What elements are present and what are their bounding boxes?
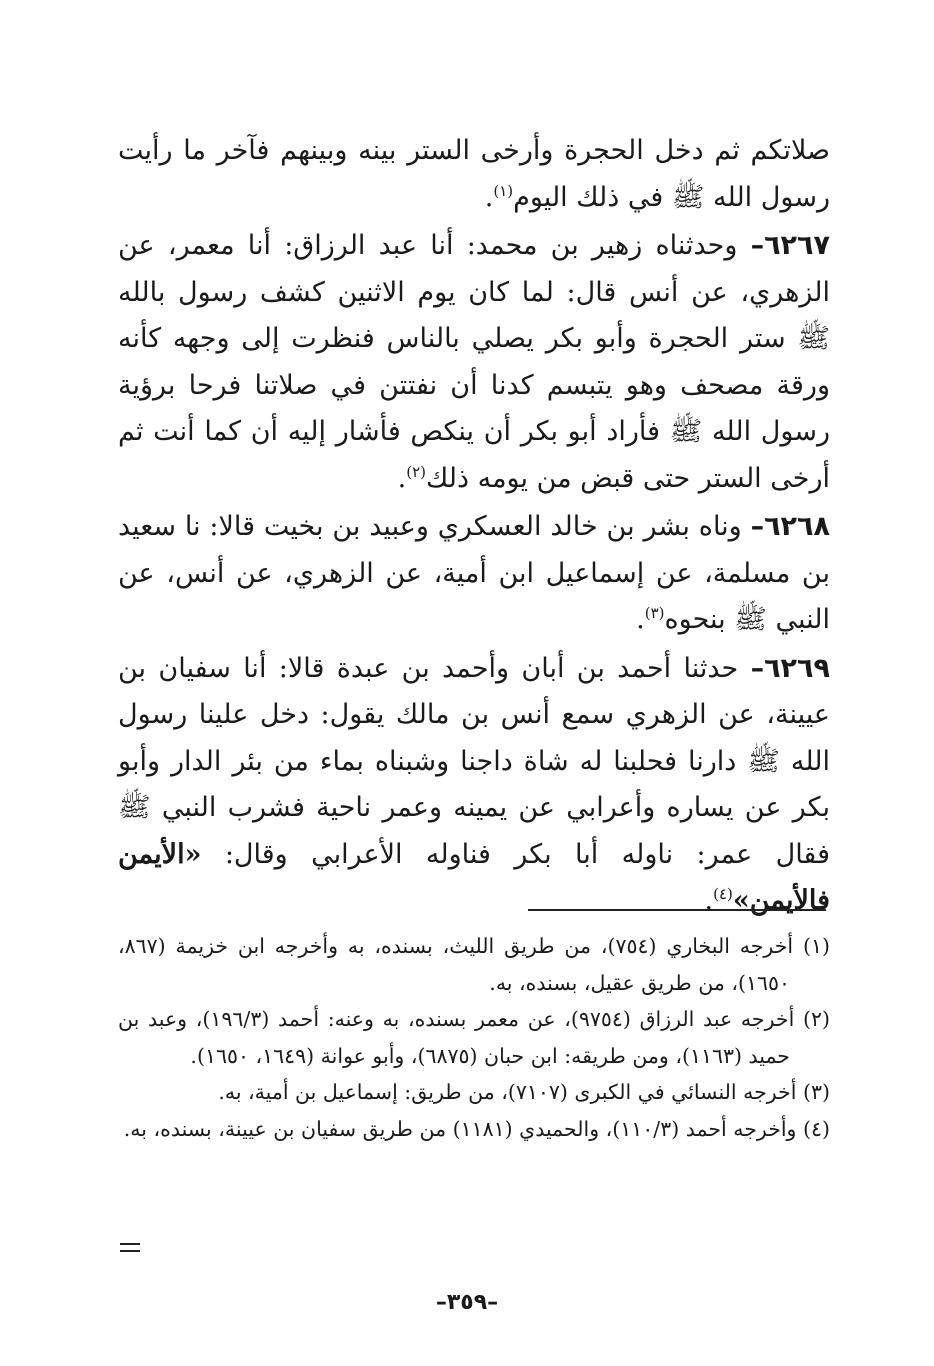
bold-quote: «الأيمن فالأيمن» (118, 838, 830, 916)
paragraph-end: . (704, 885, 714, 916)
footnote-ref-2: (٢) (406, 462, 426, 481)
continuation-mark (120, 1243, 140, 1245)
page-number: –٣٥٩– (435, 1290, 499, 1315)
paragraph-end: . (397, 462, 407, 494)
footnote-2: (٢) أخرجه عبد الرزاق (٩٧٥٤)، عن معمر بسنده، به وعنه: أحمد (١٩٦/٣)، وعبد بن حميد (١١٦٣)، ومن طريقه: ابن حبان (٦٨٧٥)، وأبو عوانة (١٦٤٩، ١٦٥٠). (118, 1007, 830, 1068)
paragraph-end: . (636, 604, 645, 635)
hadith-6269 (118, 646, 830, 925)
footnote-ref-4: (٤) (713, 885, 733, 903)
hadith-text: حدثنا أحمد بن أبان وأحمد بن عبدة قالا: أنا سفيان بن عيينة، عن الزهري سمع أنس بن مالك يقول: دخل علينا رسول الله ﷺ دارنا فحلبنا له شاة داجنا وشبناه بماء من بئر الدار وأبو بكر عن يساره وأعرابي عن يمينه وعمر ناحية فشرب النبي ﷺ فقال عمر: ناوله أبا بكر فناوله الأعرابي وقال: (118, 652, 830, 870)
paragraph-continuation (118, 128, 830, 221)
paragraph-end: . (484, 181, 494, 213)
footnote-ref-1: (١) (493, 181, 514, 200)
footnote-ref-3: (٣) (644, 604, 665, 622)
hadith-text: وناه بشر بن خالد العسكري وعبيد بن بخيت قالا: نا سعيد بن مسلمة، عن إسماعيل ابن أمية، عن الزهري، عن أنس، عن النبي ﷺ بنحوه (118, 511, 830, 635)
footnote-4: (٤) وأخرجه أحمد (١١٠/٣)، والحميدي (١١٨١) من طريق سفيان بن عيينة، بسنده، به. (123, 1116, 830, 1141)
footnotes-section (118, 928, 830, 1147)
hadith-number: ٦٢٦٧– (750, 230, 830, 261)
footnote-divider (528, 909, 826, 911)
hadith-6268 (118, 504, 830, 644)
hadith-number: ٦٢٦٩– (750, 652, 830, 684)
footnote-1: (١) أخرجه البخاري (٧٥٤)، من طريق الليث، بسنده، به وأخرجه ابن خزيمة (٨٦٧، ١٦٥٠)، من طريق عقيل، بسنده، به. (118, 934, 830, 995)
paragraph-text: صلاتكم ثم دخل الحجرة وأرخى الستر بينه وبينهم فآخر ما رأيت رسول الله ﷺ في ذلك اليوم (118, 135, 830, 213)
footnote-3: (٣) أخرجه النسائي في الكبرى (٧١٠٧)، من طريق: إسماعيل بن أمية، به. (218, 1080, 830, 1104)
main-text-body (118, 128, 830, 927)
hadith-number: ٦٢٦٨– (750, 511, 830, 542)
hadith-text: وحدثناه زهير بن محمد: أنا عبد الرزاق: أنا معمر، عن الزهري، عن أنس قال: لما كان يوم الاثنين كشف رسول بالله ﷺ ستر الحجرة وأبو بكر يصلي بالناس فنظرت إلى وجهه كأنه ورقة مصحف وهو يتبسم كدنا أن نفتتن في صلاتنا فرحا برؤية رسول الله ﷺ فأراد أبو بكر أن ينكص فأشار إليه أن كما أنت ثم أرخى الستر حتى قبض من يومه ذلك (118, 230, 830, 494)
hadith-6267 (118, 223, 830, 502)
